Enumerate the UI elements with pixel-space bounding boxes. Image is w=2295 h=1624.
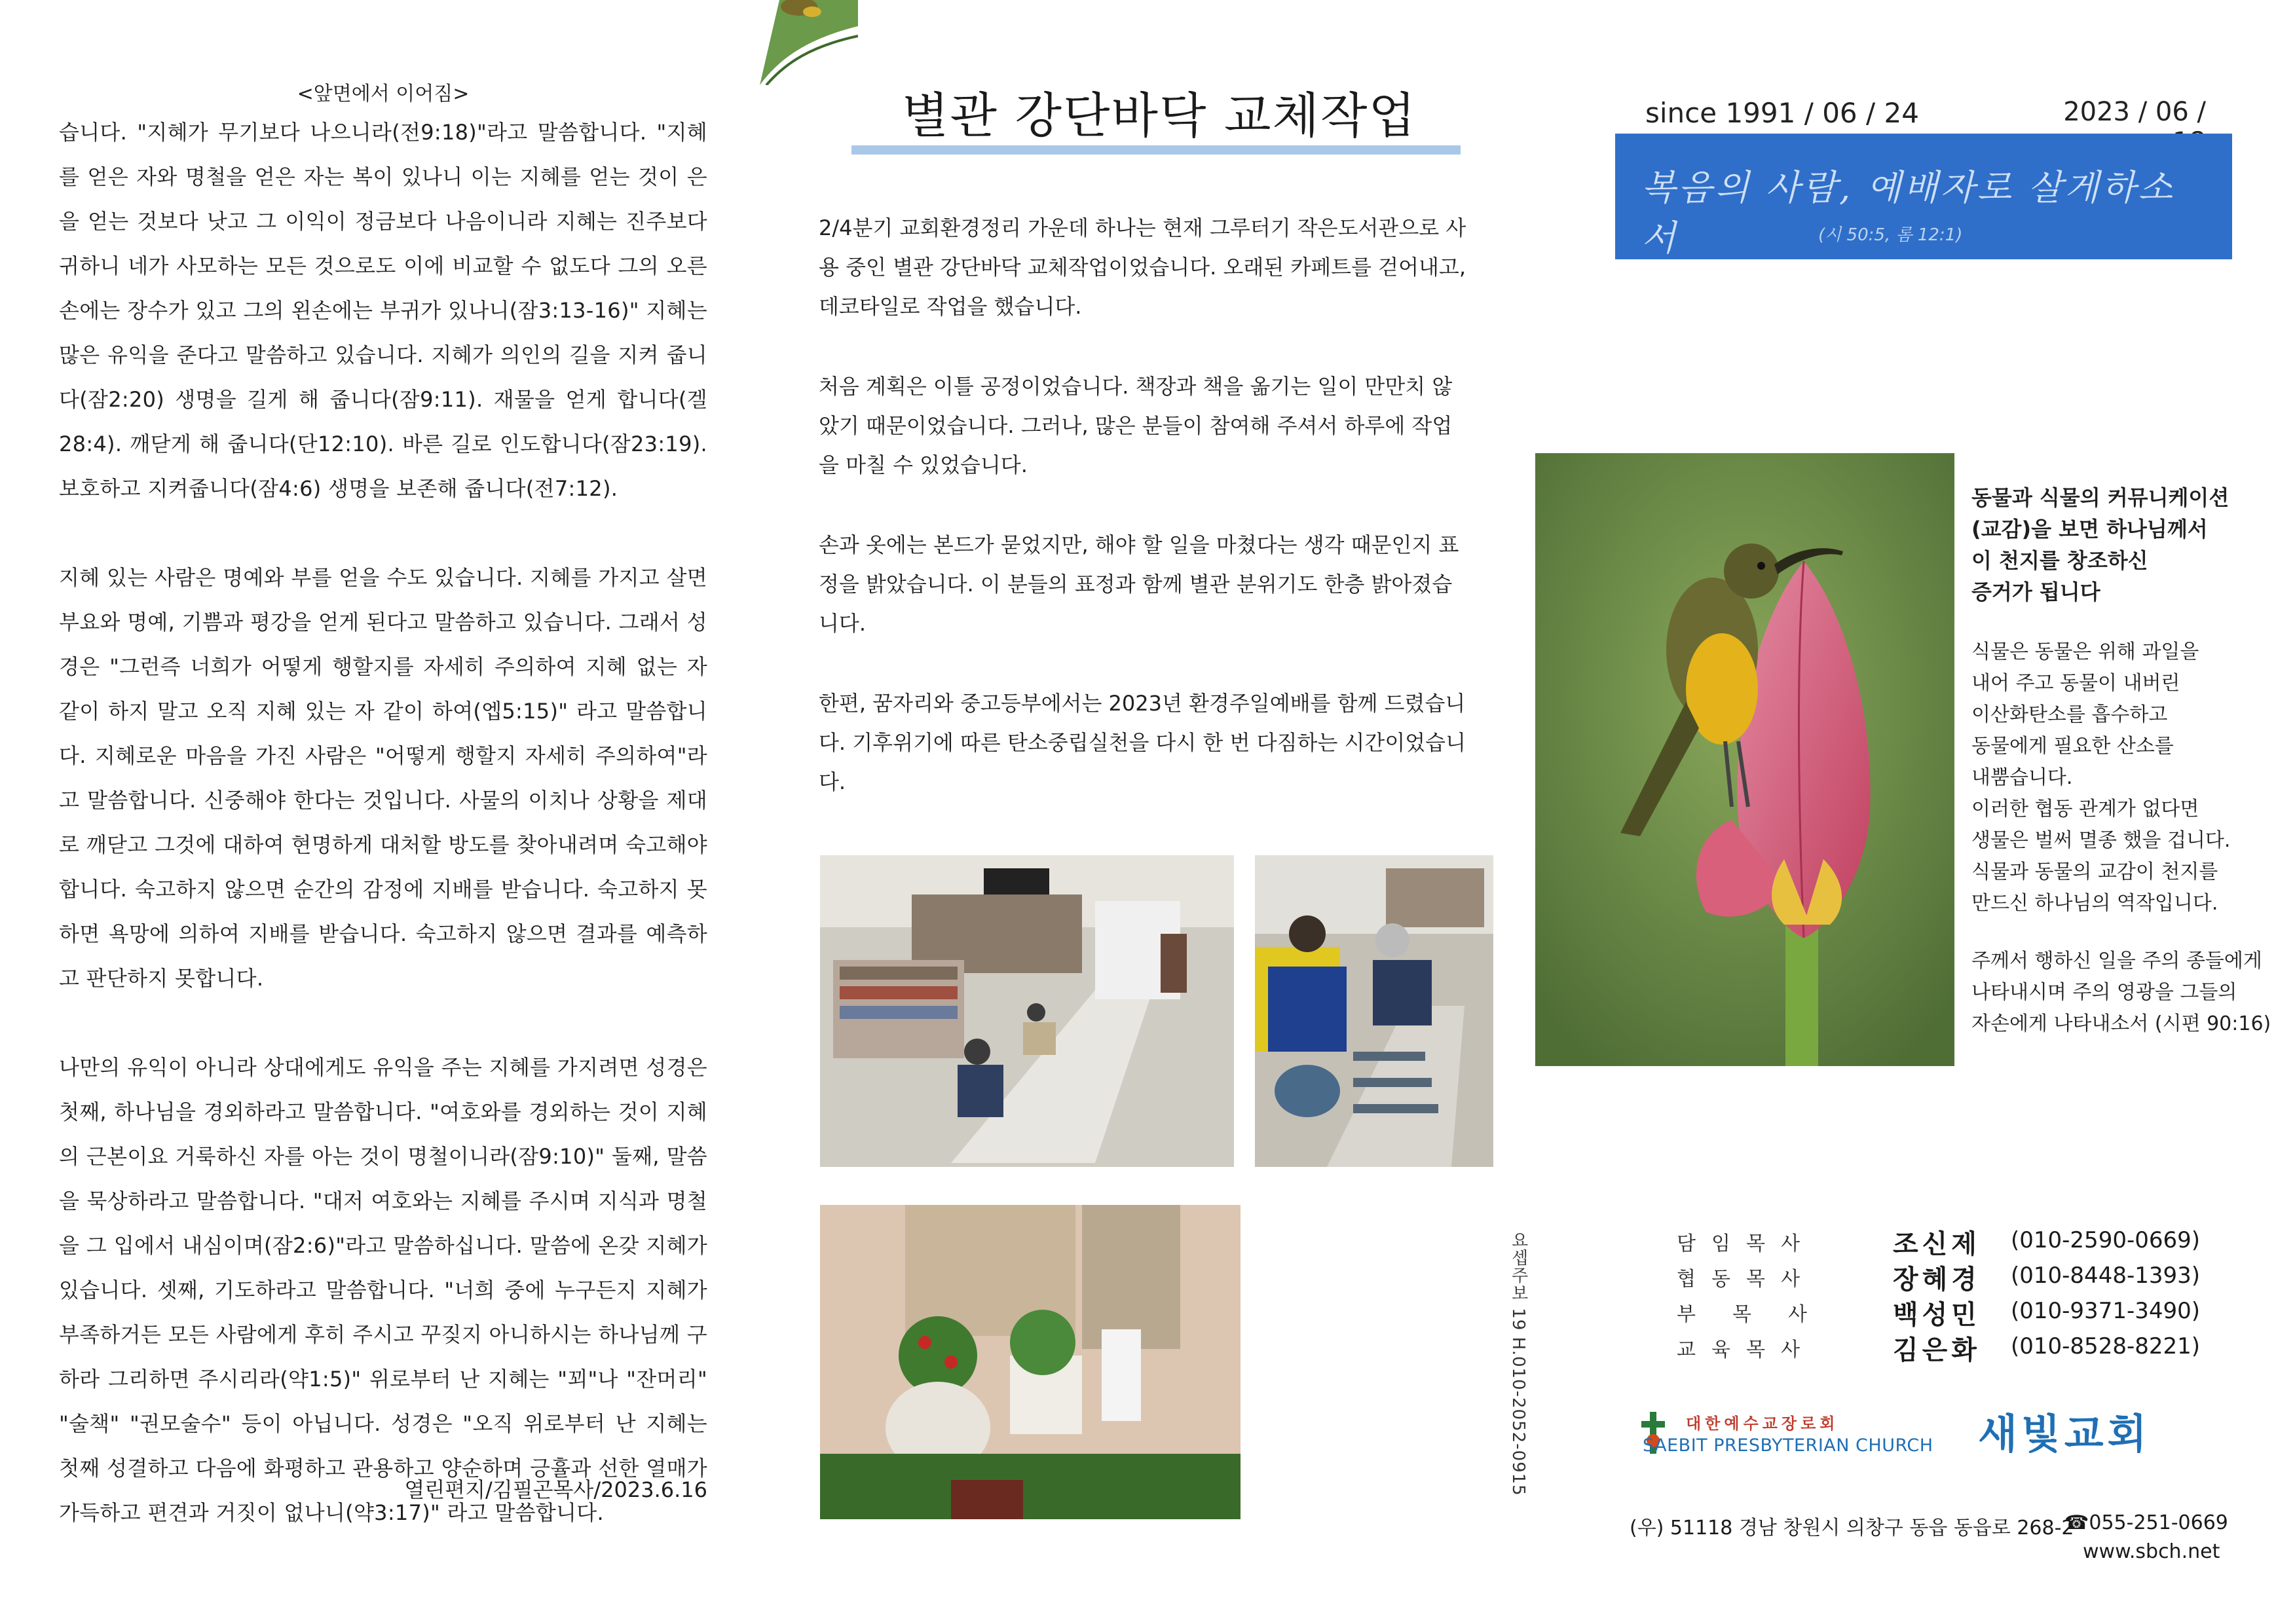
caption-line-3: 이산화탄소를 흡수하고 <box>1971 703 2168 726</box>
banner-text: 복음의 사람, 예배자로 살게하소서 <box>1641 167 2175 259</box>
denomination-korean: 대한예수교장로회 <box>1686 1414 1839 1433</box>
denomination-english: SAEBIT PRESBYTERIAN CHURCH <box>1643 1435 1933 1456</box>
continued-note: <앞면에서 이어짐> <box>297 83 470 105</box>
church-name: 새빛교회 <box>1978 1410 2151 1458</box>
staff-phone: (010-9371-3490) <box>2011 1298 2201 1324</box>
vertical-contact-text: 요셉주보 19 H.010-2052-0915 <box>1508 1231 1528 1496</box>
church-website: www.sbch.net <box>2083 1540 2220 1563</box>
caption-line-1: 식물은 동물은 위해 과일을 <box>1971 640 2199 663</box>
middle-title: 별관 강단바닥 교체작업 <box>902 88 1417 144</box>
staff-role: 담임목사 <box>1677 1232 1816 1255</box>
caption-line-8: 식물과 동물의 교감이 천지를 <box>1971 860 2218 883</box>
staff-row-education <box>1677 1333 2220 1369</box>
verse-line-1: 주께서 행하신 일을 주의 종들에게 <box>1971 950 2262 972</box>
middle-paragraph-2: 처음 계획은 이틀 공정이었습니다. 책장과 책을 옮기는 일이 만만치 않았기 때문이었습니다. 그러나, 많은 분들이 참여해 주셔서 하루에 작업을 마칠 수 있었습니다. <box>819 374 1453 477</box>
title-underline <box>851 145 1461 155</box>
caption-line-2: 내어 주고 동물이 내버린 <box>1971 672 2180 695</box>
banner-reference: (시 50:5, 롬 12:1) <box>1818 225 1963 245</box>
staff-phone: (010-2590-0669) <box>2011 1227 2201 1253</box>
middle-paragraph-3: 손과 옷에는 본드가 묻었지만, 해야 할 일을 마쳤다는 생각 때문인지 표정을 밝았습니다. 이 분들의 표정과 함께 별관 분위기도 한층 밝아졌습니다. <box>819 532 1459 636</box>
staff-phone: (010-8528-8221) <box>2011 1333 2201 1359</box>
since-date: since 1991 / 06 / 24 <box>1645 97 1919 129</box>
caption-bold-line-3: 이 천지를 창조하신 <box>1971 548 2148 573</box>
verse-line-3: 자손에게 나타내소서 (시편 90:16) <box>1971 1012 2271 1035</box>
left-paragraph-3: 나만의 유익이 아니라 상대에게도 유익을 주는 지혜를 가지려면 성경은 첫째, 하나님을 경외하라고 말씀합니다. "여호와를 경외하는 것이 지혜의 근본이요 거룩하신 자를 아는 것이 명철이니라(잠9:10)" 둘째, 말씀을 묵상하라고 말씀합니다. "대저 여호와는 지혜를 주시며 지식과 명철을 그 입에서 내심이며(잠2:6)"라고 말씀하십니다. 말씀에 온갖 지혜가 있습니다. 셋째, 기도하라고 말씀합니다. "너희 중에 누구든지 지혜가 부족하거든 모든 사람에게 후히 주시고 꾸짖지 아니하시는 하나님께 구하라 그리하면 주시리라(약1:5)" 위로부터 난 지혜는 "꾀"나 "잔머리" "술책" "권모술수" 등이 아닙니다. 성경은 "오직 위로부터 난 지혜는 첫째 성결하고 다음에 화평하고 관용하고 양순하며 긍휼과 선한 열매가 가득하고 편견과 거짓이 없나니(약3:17)" 라고 말씀합니다. <box>59 1055 707 1525</box>
photo-plants <box>820 1205 1241 1519</box>
caption-bold-line-2: (교감)을 보면 하나님께서 <box>1971 517 2208 542</box>
caption-line-7: 생물은 벌써 멸종 했을 겁니다. <box>1971 829 2231 852</box>
photo-sunbird-flower <box>1535 453 1954 1066</box>
decorative-leaf-corner <box>760 0 858 85</box>
staff-name: 백성민 <box>1893 1300 1981 1330</box>
staff-role: 협동목사 <box>1677 1268 1816 1291</box>
staff-row-senior <box>1677 1227 2220 1263</box>
bird-caption <box>1971 482 2279 1040</box>
caption-line-9: 만드신 하나님의 역작입니다. <box>1971 892 2218 915</box>
caption-bold-line-4: 증거가 됩니다 <box>1971 580 2100 604</box>
middle-paragraph-4: 한편, 꿈자리와 중고등부에서는 2023년 환경주일예배를 함께 드렸습니다. 기후위기에 따른 탄소중립실천을 다시 한 번 다짐하는 시간이었습니다. <box>819 691 1466 794</box>
church-phone: ☎055-251-0669 <box>2064 1511 2228 1534</box>
theme-banner <box>1615 134 2232 259</box>
staff-row-associate <box>1677 1263 2220 1298</box>
caption-line-5: 내뿜습니다. <box>1971 766 2073 789</box>
middle-article <box>819 208 1467 802</box>
staff-role: 교육목사 <box>1677 1338 1816 1361</box>
staff-name: 장혜경 <box>1893 1264 1981 1295</box>
caption-line-6: 이러한 협동 관계가 없다면 <box>1971 798 2199 821</box>
left-paragraph-2: 지혜 있는 사람은 명예와 부를 얻을 수도 있습니다. 지혜를 가지고 살면 부요와 명예, 기쁨과 평강을 얻게 된다고 말씀하고 있습니다. 그래서 성경은 "그런즉 너희가 어떻게 행할지를 자세히 주의하여 지혜 없는 자 같이 하지 말고 오직 지혜 있는 자 같이 하여(엡5:15)" 라고 말씀합니다. 지혜로운 마음을 가진 사람은 "어떻게 행할지 자세히 주의하여"라고 말씀합니다. 신중해야 한다는 것입니다. 사물의 이치나 상황을 제대로 깨닫고 그것에 대하여 현명하게 대처할 방도를 찾아내려며 숙고해야 합니다. 숙고하지 않으면 순간의 감정에 지배를 받습니다. 숙고하지 못하면 욕망에 의하여 지배를 받습니다. 숙고하지 않으면 결과를 예측하고 판단하지 못합니다. <box>59 565 707 991</box>
photo-tiling-work <box>1255 855 1493 1167</box>
staff-role: 부목사 <box>1677 1303 1844 1326</box>
left-signature: 열린편지/김필곤목사/2023.6.16 <box>404 1477 707 1502</box>
left-article <box>59 110 707 1535</box>
staff-name: 김은화 <box>1893 1335 1981 1365</box>
verse-line-2: 나타내시며 주의 영광을 그들의 <box>1971 981 2237 1004</box>
staff-row-assistant <box>1677 1298 2220 1333</box>
issue-date: 2023 / 06 / <box>2063 97 2206 127</box>
staff-name: 조신제 <box>1893 1229 1981 1259</box>
photo-library-work <box>820 855 1234 1167</box>
middle-paragraph-1: 2/4분기 교회환경정리 가운데 하나는 현재 그루터기 작은도서관으로 사용 중인 별관 강단바닥 교체작업이었습니다. 오래된 카페트를 걷어내고, 데코타일로 작업을 했습니다. <box>819 215 1466 319</box>
staff-phone: (010-8448-1393) <box>2011 1263 2201 1289</box>
caption-bold-line-1: 동물과 식물의 커뮤니케이션 <box>1971 485 2230 510</box>
left-paragraph-1: 습니다. "지혜가 무기보다 나으니라(전9:18)"라고 말씀합니다. "지혜를 얻은 자와 명철을 얻은 자는 복이 있나니 이는 지혜를 얻는 것이 은을 얻는 것보다 낫고 그 이익이 정금보다 나음이니라 지혜는 진주보다 귀하니 네가 사모하는 모든 것으로도 이에 비교할 수 없도다 그의 오른손에는 장수가 있고 그의 왼손에는 부귀가 있나니(잠3:13-16)" 지혜는 많은 유익을 준다고 말씀하고 있습니다. 지혜가 의인의 길을 지켜 줍니다(잠2:20) 생명을 길게 해 줍니다(잠9:11). 재물을 얻게 합니다(겔28:4). 깨닫게 해 줍니다(단12:10). 바른 길로 인도합니다(잠23:19). 보호하고 지켜줍니다(잠4:6) 생명을 보존해 줍니다(전7:12). <box>59 120 707 501</box>
church-address: (우) 51118 경남 창원시 의창구 동읍 동읍로 268-2 <box>1630 1517 2074 1540</box>
caption-line-4: 동물에게 필요한 산소를 <box>1971 735 2174 758</box>
